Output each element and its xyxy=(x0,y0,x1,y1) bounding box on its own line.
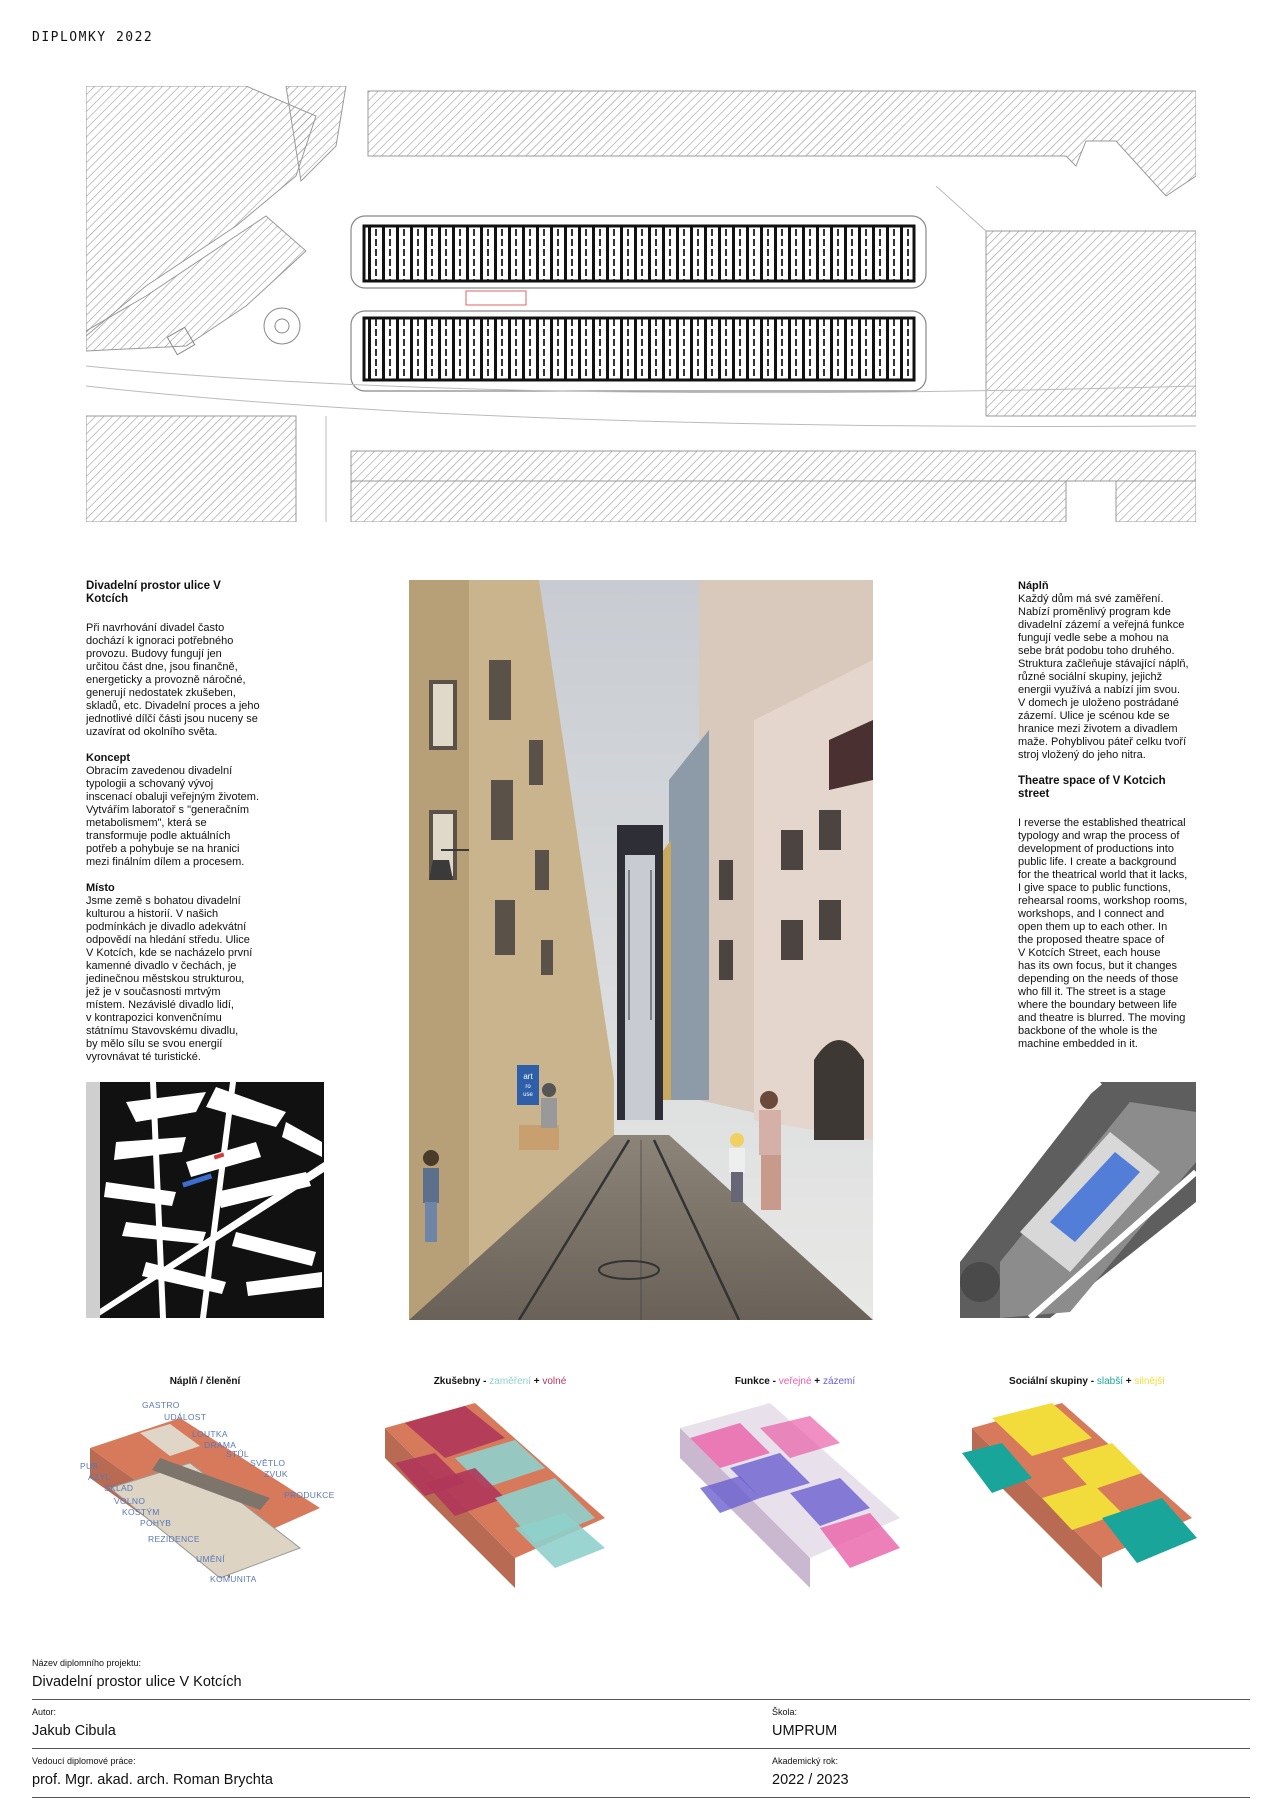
concept-paragraph: Obracím zavedenou divadelní typologii a schovaný vývoj inscenací obaluji veřejným životem. Vytvářím laboratoř s "generačním metabolismem", která se transformuje podle aktuálních potřeb a pohybuje se na hranici mezi finálním dílem a procesem. xyxy=(86,765,260,868)
place-heading: Místo xyxy=(86,882,115,894)
label-svetlo: SVĚTLO xyxy=(250,1458,286,1468)
hatched-block-bottom xyxy=(351,451,1196,481)
hatched-block-top xyxy=(368,91,1196,196)
divider xyxy=(32,1797,1250,1798)
project-name-label: Název diplomního projektu: xyxy=(32,1658,142,1668)
label-stul: STŮL xyxy=(226,1449,249,1459)
diagram-2-axonometry xyxy=(365,1398,635,1598)
diagram-3-axonometry xyxy=(660,1398,930,1598)
label-drama: DRAMA xyxy=(204,1440,237,1450)
right-text-column xyxy=(1018,580,1198,1064)
intro-paragraph: Při navrhování divadel často dochází k ignoraci potřebného provozu. Budovy fungují jen určitou část dne, jsou finančně, energeticky a provozně náročné, generují nedostatek zkušeben, skladů, etc. Divadelní proces a jeho jednotlivé dílčí části jsou nuceny se uzavírat od okolního světa. xyxy=(86,622,260,738)
label-loutka: LOUTKA xyxy=(192,1429,228,1439)
supervisor-value: prof. Mgr. akad. arch. Roman Brychta xyxy=(32,1772,273,1788)
svg-text:art: art xyxy=(523,1072,533,1081)
street-visualization-photo xyxy=(409,580,873,1320)
english-paragraph: I reverse the established theatrical typology and wrap the process of development of productions into public life. I create a background for the theatrical world that it lacks, I give space to public functions, rehearsal rooms, workshop rooms, workshops, and I connect and open them up to each other. In the proposed theatre space of V Kotcích Street, each house has its own focus, but it changes depending on the needs of those who fill it. The street is a stage where the boundary between life and theatre is blurred. The moving backbone of the whole is the machine embedded in it. xyxy=(1018,817,1188,1050)
diagram-title-1: Náplň / členění xyxy=(169,1376,241,1387)
label-gastro: GASTRO xyxy=(142,1400,180,1410)
label-kostym: KOSTÝM xyxy=(122,1507,160,1517)
diagram-social-groups xyxy=(952,1376,1222,1606)
place-paragraph: Jsme země s bohatou divadelní kulturou a historií. V našich podmínkách je divadlo adekvátní odpovědí na hledání středu. Ulice V Kotcích, kde se nacházelo první kamenné divadlo v čechách, je jedinečnou městskou strukturou, jež je v současnosti mrtvým místem. Nezávislé divadlo lidí, v kontrapozici konvenčnímu státnímu Stavovskému divadlu, by mělo sílu se svou energií vyrovnávat té turistické. xyxy=(86,895,253,1063)
author-label: Autor: xyxy=(32,1707,57,1717)
page-header-label: DIPLOMKY 2022 xyxy=(32,30,154,45)
academic-year-value: 2022 / 2023 xyxy=(772,1772,849,1788)
divider xyxy=(32,1748,1250,1749)
diagram-content-division xyxy=(70,1376,340,1606)
label-volno: VOLNO xyxy=(114,1496,146,1506)
svg-text:use: use xyxy=(523,1092,533,1098)
content-heading: Náplň xyxy=(1018,580,1049,592)
label-rezidence: REZIDENCE xyxy=(148,1534,200,1544)
label-sklad: SKLAD xyxy=(104,1483,134,1493)
aerial-axonometric-view xyxy=(960,1082,1196,1318)
label-zvuk: ZVUK xyxy=(264,1469,288,1479)
figure-ground-map xyxy=(86,1082,324,1318)
content-paragraph: Každý dům má své zaměření. Nabízí proměnlivý program kde divadelní zázemí a veřejná funkce fungují vedle sebe a mohou na sebe brát podobu toho druhého. Struktura začleňuje stávající náplň, různé sociální skupiny, jejichž energii využívá a nabízí jim svou. V domech je uloženo postrádané zázemí. Ulice je scénou kde se hranice mezi životem a divadlem maže. Pohyblivou páteř celku tvoří stroj vložený do jeho nitra. xyxy=(1018,593,1189,761)
author-value: Jakub Cibula xyxy=(32,1723,116,1739)
floorplan-north xyxy=(364,226,914,281)
english-title: Theatre space of V Kotcich street xyxy=(1018,775,1166,800)
label-produkce: PRODUKCE xyxy=(284,1490,335,1500)
plaza-circle xyxy=(264,308,300,344)
label-umeni: UMĚNÍ xyxy=(196,1554,225,1564)
floorplan-south xyxy=(364,318,914,380)
hatched-block-bottom-right xyxy=(1116,481,1196,522)
label-pub: PUB xyxy=(80,1461,99,1471)
academic-year-label: Akademický rok: xyxy=(772,1756,839,1766)
project-title: Divadelní prostor ulice V Kotcích xyxy=(86,580,221,605)
site-plan-drawing xyxy=(86,86,1196,522)
supervisor-label: Vedoucí diplomové práce: xyxy=(32,1756,136,1766)
left-text-column xyxy=(86,580,266,1077)
project-name-value: Divadelní prostor ulice V Kotcích xyxy=(32,1674,242,1690)
label-udalost: UDÁLOST xyxy=(164,1412,207,1422)
svg-text:ro: ro xyxy=(525,1084,531,1090)
hatched-block-bottom-left xyxy=(86,416,296,522)
school-value: UMPRUM xyxy=(772,1723,838,1739)
diagram-title-4: Sociální skupiny - slabší + silnější xyxy=(1009,1376,1165,1387)
diagram-rehearsal-rooms xyxy=(365,1376,635,1606)
label-pohyb: POHYB xyxy=(140,1518,172,1528)
school-label: Škola: xyxy=(772,1707,798,1717)
diagram-title-3: Funkce - veřejné + zázemí xyxy=(734,1376,856,1387)
diagram-functions xyxy=(660,1376,930,1606)
label-komunita: KOMUNITA xyxy=(210,1574,257,1584)
diagram-title-2: Zkušebny - zaměření + volné xyxy=(433,1376,567,1387)
concept-heading: Koncept xyxy=(86,752,130,764)
diagram-4-axonometry xyxy=(952,1398,1222,1598)
divider xyxy=(32,1699,1250,1700)
label-azyl: AZYL xyxy=(88,1472,111,1482)
street-lantern xyxy=(429,860,453,880)
